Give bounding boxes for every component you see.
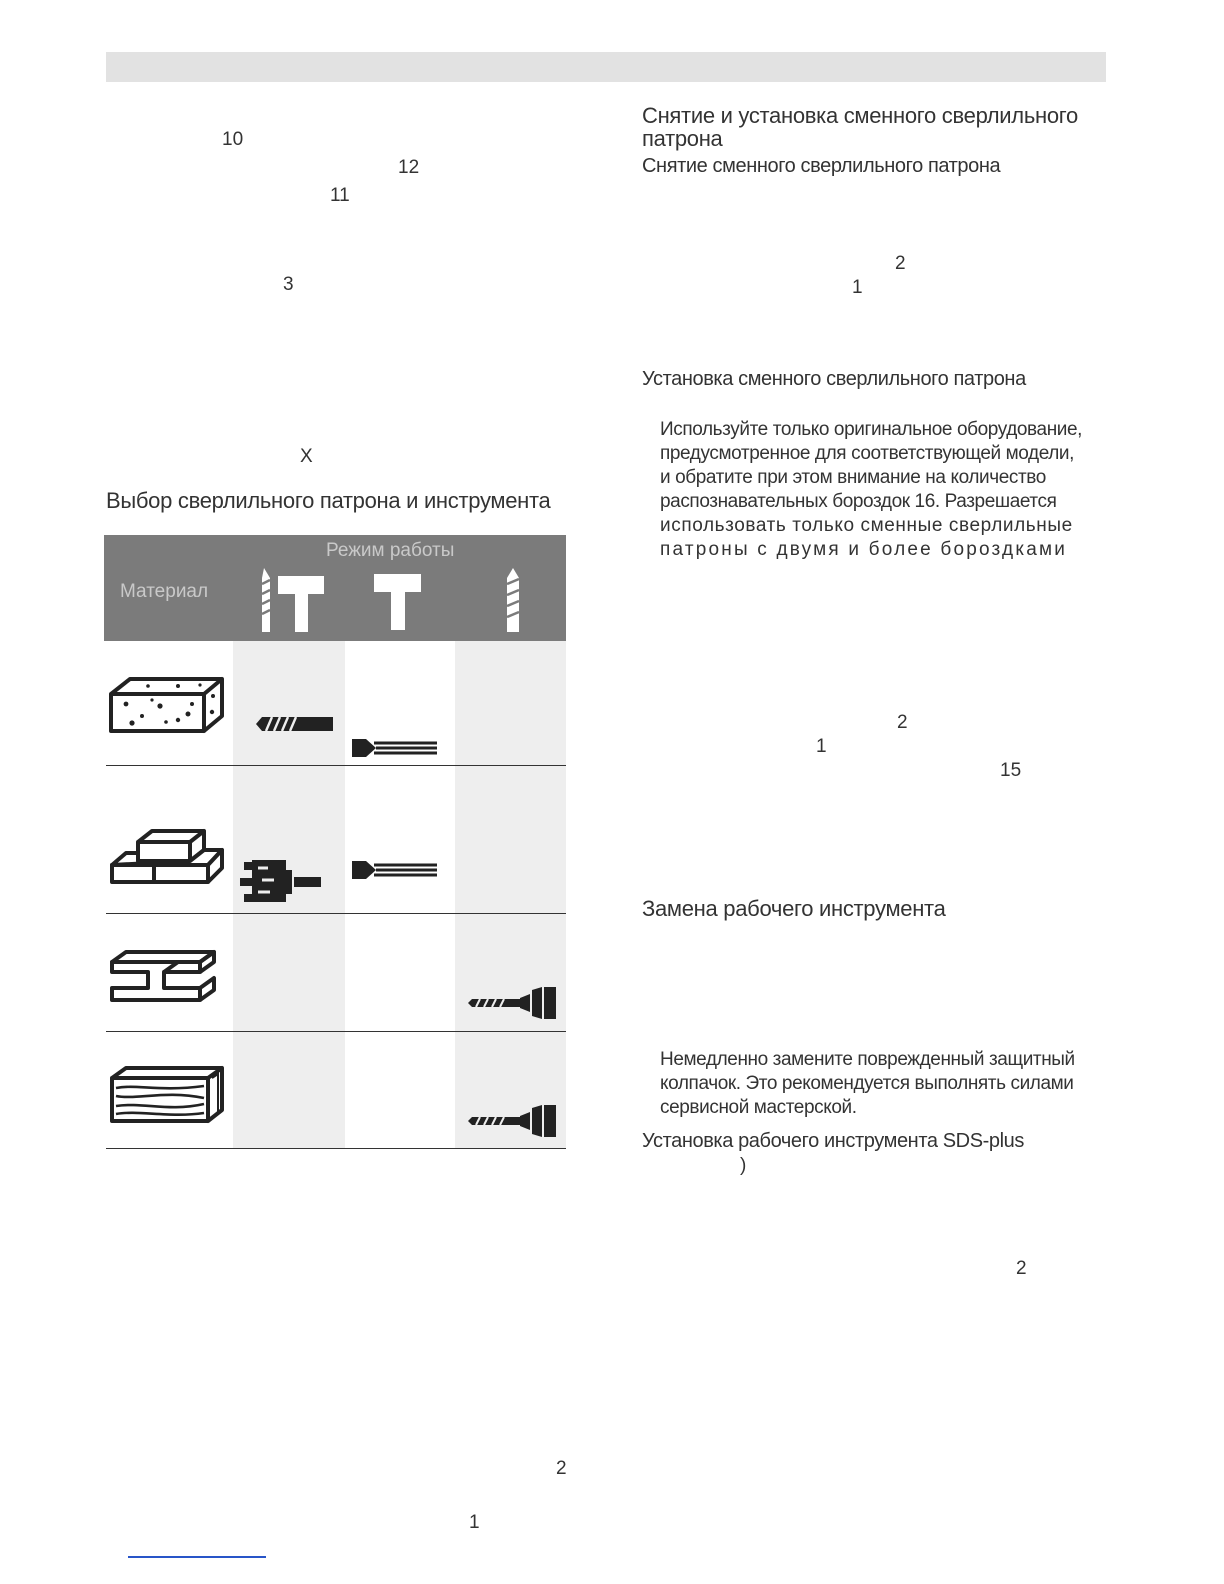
note-line: и обратите при этом внимание на количество (660, 467, 1046, 488)
steel-icon (108, 948, 218, 1004)
ref-number-2: 2 (897, 712, 908, 733)
row-divider (106, 1148, 566, 1149)
wood-icon (108, 1066, 226, 1124)
mode-label: Режим работы (326, 540, 455, 561)
ref-number-12: 12 (398, 157, 420, 178)
note-line: предусмотренное для соответствующей модели, (660, 443, 1075, 464)
ref-number-2: 2 (556, 1458, 567, 1479)
drilling-icon (505, 568, 521, 634)
masonry-icon (108, 828, 226, 884)
note-line: использовать только сменные сверлильные (660, 515, 1073, 536)
ref-number-1: 1 (469, 1512, 480, 1533)
row-divider (106, 913, 566, 914)
core-cutter-icon (238, 856, 322, 908)
subheading-install-sds-plus: Установка рабочего инструмента SDS-plus (642, 1130, 1025, 1152)
ref-letter-x: X (300, 446, 313, 467)
chisel-icon (352, 739, 438, 757)
section-heading-replace-tool: Замена рабочего инструмента (642, 896, 946, 921)
header-bar (106, 52, 1106, 82)
subheading-install-chuck: Установка сменного сверлильного патрона (642, 368, 1026, 390)
note-damaged-cap (660, 1048, 1106, 1120)
sds-drill-bit-icon (256, 716, 334, 732)
section-heading-chuck-tool-selection: Выбор сверлильного патрона и инструмента (106, 488, 551, 513)
ref-number-2: 2 (1016, 1258, 1027, 1279)
chuck-drill-bit-icon (468, 986, 558, 1020)
ref-number-2: 2 (895, 253, 906, 274)
ref-number-11: 11 (330, 185, 350, 206)
chuck-drill-bit-icon (468, 1104, 558, 1138)
ref-number-10: 10 (222, 129, 244, 150)
row-divider (106, 765, 566, 766)
note-line: патроны с двумя и более бороздками (660, 539, 1068, 560)
footer-link[interactable] (128, 1556, 266, 1558)
closing-parenthesis: ) (740, 1155, 747, 1176)
note-line: Немедленно замените поврежденный защитный (660, 1049, 1075, 1070)
ref-number-3: 3 (283, 274, 294, 295)
section-heading-remove-install-chuck: Снятие и установка сменного сверлильного патрона (642, 103, 1078, 151)
note-original-accessories (660, 418, 1106, 562)
subheading-remove-chuck: Снятие сменного сверлильного патрона (642, 155, 1001, 177)
hammer-drilling-icon (258, 568, 328, 634)
material-label: Материал (120, 581, 209, 602)
note-line: Используйте только оригинальное оборудование, (660, 419, 1083, 440)
note-line: колпачок. Это рекомендуется выполнять силами (660, 1073, 1074, 1094)
chisel-icon (352, 861, 438, 879)
ref-number-1: 1 (816, 736, 827, 757)
ref-number-1: 1 (852, 277, 863, 298)
chiselling-icon (374, 570, 422, 632)
ref-number-15: 15 (1000, 760, 1022, 781)
note-line: распознавательных бороздок 16. Разрешается (660, 491, 1057, 512)
note-line: сервисной мастерской. (660, 1097, 857, 1118)
concrete-icon (108, 676, 226, 734)
row-divider (106, 1031, 566, 1032)
column-shade-drilling (455, 641, 566, 1148)
